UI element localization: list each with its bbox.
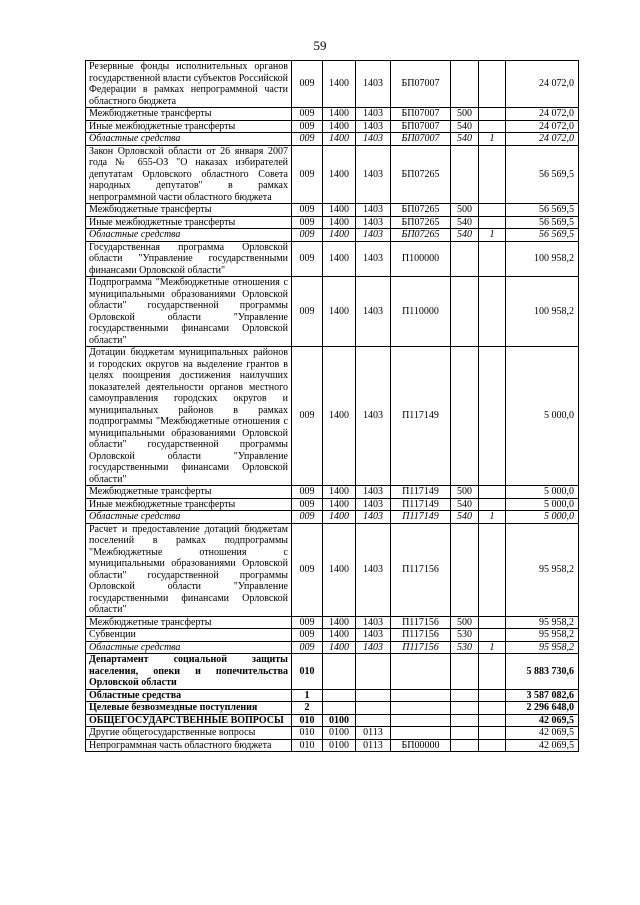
grbs-code: 1	[292, 689, 323, 702]
section-code: 1400	[323, 616, 356, 629]
subsection-code: 1403	[356, 120, 391, 133]
funding-source-code	[479, 702, 506, 715]
funding-source-code	[479, 277, 506, 347]
amount: 42 069,5	[506, 714, 579, 727]
target-article-code: БП07265	[391, 216, 451, 229]
expense-type-code: 540	[451, 498, 479, 511]
target-article-code: П117156	[391, 629, 451, 642]
amount: 24 072,0	[506, 133, 579, 146]
funding-source-code	[479, 654, 506, 690]
subsection-code	[356, 714, 391, 727]
section-code: 1400	[323, 216, 356, 229]
amount: 42 069,5	[506, 727, 579, 740]
row-name: ОБЩЕГОСУДАРСТВЕННЫЕ ВОПРОСЫ	[86, 714, 292, 727]
grbs-code: 009	[292, 61, 323, 108]
section-code	[323, 654, 356, 690]
expense-type-code	[451, 523, 479, 616]
subsection-code: 1403	[356, 133, 391, 146]
target-article-code: БП07265	[391, 204, 451, 217]
row-name: Межбюджетные трансферты	[86, 616, 292, 629]
section-code: 0100	[323, 739, 356, 752]
section-code: 1400	[323, 229, 356, 242]
page-number: 59	[313, 38, 327, 53]
grbs-code: 009	[292, 216, 323, 229]
funding-source-code: 1	[479, 641, 506, 654]
funding-source-code	[479, 204, 506, 217]
target-article-code: П117156	[391, 523, 451, 616]
amount: 56 569,5	[506, 216, 579, 229]
target-article-code: П117156	[391, 641, 451, 654]
amount: 56 569,5	[506, 229, 579, 242]
expense-type-code: 500	[451, 204, 479, 217]
grbs-code: 009	[292, 616, 323, 629]
table-row	[86, 714, 579, 727]
grbs-code: 009	[292, 120, 323, 133]
target-article-code: П117149	[391, 511, 451, 524]
section-code: 1400	[323, 145, 356, 204]
grbs-code: 009	[292, 629, 323, 642]
expense-type-code: 500	[451, 616, 479, 629]
section-code: 1400	[323, 241, 356, 277]
amount: 5 883 730,6	[506, 654, 579, 690]
table-row	[86, 523, 579, 616]
grbs-code: 009	[292, 204, 323, 217]
expense-type-code	[451, 714, 479, 727]
budget-table-body	[86, 61, 579, 752]
subsection-code: 1403	[356, 108, 391, 121]
expense-type-code	[451, 241, 479, 277]
table-row	[86, 61, 579, 108]
row-name: Резервные фонды исполнительных органов государственной власти субъектов Российской Федерации в рамках непрограммной части областного бюджета	[86, 61, 292, 108]
amount: 5 000,0	[506, 498, 579, 511]
section-code: 1400	[323, 511, 356, 524]
table-row	[86, 229, 579, 242]
expense-type-code	[451, 689, 479, 702]
subsection-code: 1403	[356, 486, 391, 499]
section-code	[323, 689, 356, 702]
target-article-code: БП07007	[391, 133, 451, 146]
section-code: 1400	[323, 277, 356, 347]
target-article-code	[391, 727, 451, 740]
row-name: Иные межбюджетные трансферты	[86, 216, 292, 229]
row-name: Целевые безвозмездные поступления	[86, 702, 292, 715]
table-row	[86, 511, 579, 524]
amount: 100 958,2	[506, 241, 579, 277]
row-name: Подпрограмма "Межбюджетные отношения с муниципальными образованиями Орловской области" государственной программы Орловской области "Управление государственными финансами Орловской области"	[86, 277, 292, 347]
amount: 95 958,2	[506, 629, 579, 642]
row-name: Областные средства	[86, 229, 292, 242]
grbs-code: 009	[292, 641, 323, 654]
section-code: 1400	[323, 120, 356, 133]
grbs-code: 009	[292, 347, 323, 486]
subsection-code: 0113	[356, 727, 391, 740]
target-article-code: П117156	[391, 616, 451, 629]
table-row	[86, 133, 579, 146]
target-article-code: П117149	[391, 498, 451, 511]
table-row	[86, 498, 579, 511]
target-article-code	[391, 702, 451, 715]
funding-source-code	[479, 714, 506, 727]
amount: 2 296 648,0	[506, 702, 579, 715]
table-row	[86, 739, 579, 752]
funding-source-code	[479, 108, 506, 121]
section-code: 1400	[323, 629, 356, 642]
amount: 95 958,2	[506, 641, 579, 654]
section-code: 0100	[323, 727, 356, 740]
target-article-code	[391, 689, 451, 702]
row-name: Закон Орловской области от 26 января 2007 года № 655-ОЗ "О наказах избирателей депутатам Орловского областного Совета народных депутатов" в рамках непрограммной части областного бюджета	[86, 145, 292, 204]
expense-type-code: 530	[451, 629, 479, 642]
section-code: 1400	[323, 523, 356, 616]
subsection-code: 1403	[356, 216, 391, 229]
table-row	[86, 616, 579, 629]
table-row	[86, 204, 579, 217]
funding-source-code	[479, 689, 506, 702]
target-article-code: БП07265	[391, 145, 451, 204]
subsection-code	[356, 702, 391, 715]
table-row	[86, 347, 579, 486]
target-article-code: БП07265	[391, 229, 451, 242]
target-article-code: БП07007	[391, 120, 451, 133]
table-row	[86, 241, 579, 277]
expense-type-code: 540	[451, 133, 479, 146]
expense-type-code: 540	[451, 229, 479, 242]
target-article-code: БП07007	[391, 108, 451, 121]
expense-type-code: 540	[451, 216, 479, 229]
amount: 24 072,0	[506, 108, 579, 121]
row-name: Иные межбюджетные трансферты	[86, 120, 292, 133]
table-row	[86, 654, 579, 690]
subsection-code: 1403	[356, 347, 391, 486]
funding-source-code	[479, 216, 506, 229]
row-name: Областные средства	[86, 511, 292, 524]
grbs-code: 009	[292, 523, 323, 616]
funding-source-code	[479, 241, 506, 277]
amount: 95 958,2	[506, 616, 579, 629]
grbs-code: 2	[292, 702, 323, 715]
table-row	[86, 641, 579, 654]
subsection-code: 1403	[356, 145, 391, 204]
section-code: 0100	[323, 714, 356, 727]
subsection-code: 1403	[356, 277, 391, 347]
subsection-code: 1403	[356, 61, 391, 108]
amount: 100 958,2	[506, 277, 579, 347]
grbs-code: 009	[292, 133, 323, 146]
subsection-code: 1403	[356, 616, 391, 629]
table-row	[86, 689, 579, 702]
table-row	[86, 702, 579, 715]
table-row	[86, 145, 579, 204]
grbs-code: 010	[292, 714, 323, 727]
row-name: Областные средства	[86, 689, 292, 702]
grbs-code: 010	[292, 654, 323, 690]
amount: 24 072,0	[506, 61, 579, 108]
subsection-code: 1403	[356, 523, 391, 616]
section-code: 1400	[323, 133, 356, 146]
row-name: Межбюджетные трансферты	[86, 486, 292, 499]
target-article-code: БП00000	[391, 739, 451, 752]
grbs-code: 009	[292, 486, 323, 499]
table-row	[86, 727, 579, 740]
expense-type-code	[451, 61, 479, 108]
subsection-code: 1403	[356, 229, 391, 242]
row-name: Непрограммная часть областного бюджета	[86, 739, 292, 752]
grbs-code: 010	[292, 727, 323, 740]
expense-type-code	[451, 277, 479, 347]
section-code: 1400	[323, 498, 356, 511]
row-name: Дотации бюджетам муниципальных районов и городских округов на выделение грантов в целях поощрения достижения наилучших показателей деятельности органов местного самоуправления городских округов и муниципальных районов в рамках подпрограммы "Межбюджетные отношения с муниципальными образованиями Орловской области" государственной программы Орловской области "Управление государственными финансами Орловской области"	[86, 347, 292, 486]
table-row	[86, 629, 579, 642]
target-article-code	[391, 714, 451, 727]
amount: 5 000,0	[506, 347, 579, 486]
table-row	[86, 216, 579, 229]
funding-source-code	[479, 347, 506, 486]
subsection-code: 1403	[356, 241, 391, 277]
expense-type-code: 500	[451, 486, 479, 499]
expense-type-code: 500	[451, 108, 479, 121]
table-row	[86, 277, 579, 347]
row-name: Межбюджетные трансферты	[86, 108, 292, 121]
expense-type-code	[451, 347, 479, 486]
target-article-code: П100000	[391, 241, 451, 277]
grbs-code: 009	[292, 241, 323, 277]
funding-source-code	[479, 739, 506, 752]
row-name: Другие общегосударственные вопросы	[86, 727, 292, 740]
expense-type-code: 540	[451, 120, 479, 133]
section-code: 1400	[323, 347, 356, 486]
grbs-code: 009	[292, 229, 323, 242]
funding-source-code	[479, 616, 506, 629]
expense-type-code	[451, 727, 479, 740]
expense-type-code	[451, 145, 479, 204]
subsection-code: 1403	[356, 204, 391, 217]
amount: 56 569,5	[506, 204, 579, 217]
table-row	[86, 108, 579, 121]
table-row	[86, 120, 579, 133]
subsection-code	[356, 654, 391, 690]
row-name: Областные средства	[86, 641, 292, 654]
amount: 56 569,5	[506, 145, 579, 204]
amount: 5 000,0	[506, 511, 579, 524]
funding-source-code	[479, 61, 506, 108]
expense-type-code	[451, 654, 479, 690]
section-code: 1400	[323, 486, 356, 499]
row-name: Иные межбюджетные трансферты	[86, 498, 292, 511]
subsection-code: 1403	[356, 511, 391, 524]
amount: 24 072,0	[506, 120, 579, 133]
funding-source-code: 1	[479, 229, 506, 242]
funding-source-code	[479, 120, 506, 133]
grbs-code: 009	[292, 108, 323, 121]
row-name: Департамент социальной защиты населения, опеки и попечительства Орловской области	[86, 654, 292, 690]
subsection-code	[356, 689, 391, 702]
expense-type-code: 540	[451, 511, 479, 524]
grbs-code: 009	[292, 498, 323, 511]
target-article-code: П110000	[391, 277, 451, 347]
section-code: 1400	[323, 61, 356, 108]
row-name: Государственная программа Орловской области "Управление государственными финансами Орловской области"	[86, 241, 292, 277]
funding-source-code	[479, 486, 506, 499]
target-article-code: П117149	[391, 347, 451, 486]
funding-source-code	[479, 145, 506, 204]
subsection-code: 1403	[356, 641, 391, 654]
funding-source-code	[479, 727, 506, 740]
expense-type-code: 530	[451, 641, 479, 654]
expense-type-code	[451, 739, 479, 752]
amount: 95 958,2	[506, 523, 579, 616]
funding-source-code	[479, 629, 506, 642]
target-article-code: БП07007	[391, 61, 451, 108]
amount: 3 587 082,6	[506, 689, 579, 702]
funding-source-code	[479, 498, 506, 511]
subsection-code: 1403	[356, 629, 391, 642]
row-name: Расчет и предоставление дотаций бюджетам поселений в рамках подпрограммы "Межбюджетные отношения с муниципальными образованиями Орловской области" государственной программы Орловской области "Управление государственными финансами Орловской области"	[86, 523, 292, 616]
budget-table	[85, 60, 579, 752]
grbs-code: 009	[292, 145, 323, 204]
target-article-code: П117149	[391, 486, 451, 499]
grbs-code: 009	[292, 511, 323, 524]
expense-type-code	[451, 702, 479, 715]
amount: 42 069,5	[506, 739, 579, 752]
grbs-code: 009	[292, 277, 323, 347]
amount: 5 000,0	[506, 486, 579, 499]
section-code: 1400	[323, 108, 356, 121]
row-name: Межбюджетные трансферты	[86, 204, 292, 217]
funding-source-code	[479, 523, 506, 616]
row-name: Областные средства	[86, 133, 292, 146]
target-article-code	[391, 654, 451, 690]
funding-source-code: 1	[479, 133, 506, 146]
subsection-code: 1403	[356, 498, 391, 511]
subsection-code: 0113	[356, 739, 391, 752]
funding-source-code: 1	[479, 511, 506, 524]
row-name: Субвенции	[86, 629, 292, 642]
section-code: 1400	[323, 204, 356, 217]
section-code	[323, 702, 356, 715]
section-code: 1400	[323, 641, 356, 654]
table-row	[86, 486, 579, 499]
grbs-code: 010	[292, 739, 323, 752]
